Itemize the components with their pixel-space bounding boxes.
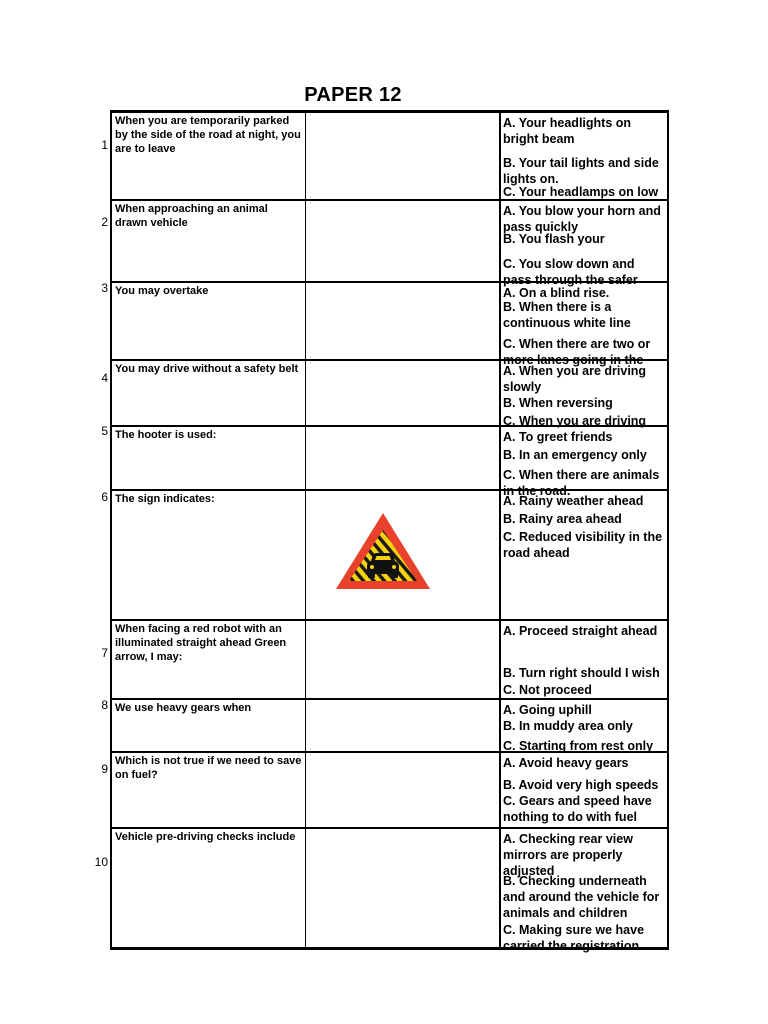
question-text: Which is not true if we need to save on fuel? — [115, 755, 302, 781]
table-row — [111, 360, 668, 426]
options-cell — [500, 360, 668, 426]
answer-option-a[interactable]: A. Rainy weather ahead — [503, 494, 644, 508]
question-text: When facing a red robot with an illuminated straight ahead Green arrow, I may: — [115, 623, 287, 663]
answer-option-b[interactable]: B. In an emergency only — [503, 448, 647, 462]
question-text: The sign indicates: — [115, 493, 215, 505]
question-cell — [111, 699, 306, 752]
answer-option-a[interactable]: A. Avoid heavy gears — [503, 756, 629, 770]
page-title — [0, 84, 768, 107]
table-row — [111, 282, 668, 360]
question-cell — [111, 828, 306, 949]
answer-option-a[interactable]: A. When you are driving slowly — [503, 364, 647, 394]
answer-option-b[interactable]: B. Avoid very high speeds — [503, 778, 659, 792]
answer-option-a[interactable]: A. Going uphill — [503, 703, 592, 717]
question-text: When approaching an animal drawn vehicle — [115, 203, 268, 229]
page-title-text: PAPER 12 — [304, 84, 402, 106]
question-text: You may drive without a safety belt — [115, 363, 299, 375]
question-cell — [111, 282, 306, 360]
answer-option-a[interactable]: A. On a blind rise. — [503, 286, 610, 300]
table-row — [111, 752, 668, 828]
image-cell — [306, 426, 501, 490]
answer-option-b[interactable]: B. Your tail lights and side lights on. — [503, 156, 659, 186]
options-cell — [500, 699, 668, 752]
question-cell — [111, 112, 306, 201]
options-cell — [500, 752, 668, 828]
answer-option-b[interactable]: B. When there is a continuous white line — [503, 300, 631, 330]
image-cell — [306, 200, 501, 282]
options-cell — [500, 200, 668, 287]
answer-option-c[interactable]: C. Reduced visibility in the road ahead — [503, 530, 663, 560]
answer-option-c[interactable]: C. Not proceed — [503, 683, 592, 697]
answer-option-b[interactable]: B. In muddy area only — [503, 719, 633, 733]
image-cell — [306, 752, 501, 828]
options-cell — [500, 112, 668, 201]
answer-option-b[interactable]: B. Rainy area ahead — [503, 512, 622, 526]
answer-option-b[interactable]: B. Checking underneath and around the vehicle for animals and children — [503, 874, 660, 920]
question-cell — [111, 360, 306, 426]
answer-option-c[interactable]: C. Making sure we have carried the registration — [503, 923, 645, 953]
question-cell — [111, 752, 306, 828]
image-cell — [306, 620, 501, 699]
answer-option-c[interactable]: C. When there are two or more lanes going in the — [503, 337, 651, 367]
question-text: The hooter is used: — [115, 429, 217, 441]
answer-option-a[interactable]: A. Checking rear view mirrors are properly adjusted — [503, 832, 633, 878]
image-cell — [306, 828, 501, 949]
question-cell — [111, 490, 306, 620]
question-text: Vehicle pre-driving checks include — [115, 831, 296, 843]
question-number: 9 — [101, 762, 108, 776]
options-cell — [500, 426, 668, 498]
answer-option-c[interactable]: C. Gears and speed have nothing to do with fuel — [503, 794, 652, 824]
table-row — [111, 200, 668, 282]
image-cell — [306, 112, 501, 201]
answer-option-b[interactable]: B. You flash your — [503, 232, 605, 246]
answer-option-b[interactable]: B. Turn right should I wish — [503, 666, 660, 680]
question-number: 10 — [94, 855, 108, 869]
question-number: 8 — [101, 698, 108, 712]
image-cell — [306, 699, 501, 752]
table-row — [111, 112, 668, 201]
options-cell — [500, 828, 668, 953]
question-cell — [111, 620, 306, 699]
answer-option-a[interactable]: A. Your headlights on bright beam — [503, 116, 632, 146]
table-row — [111, 699, 668, 752]
question-text: When you are temporarily parked by the side of the road at night, you are to leave — [115, 115, 301, 155]
answer-option-a[interactable]: A. To greet friends — [503, 430, 613, 444]
question-text: We use heavy gears when — [115, 702, 252, 714]
image-cell — [306, 282, 501, 360]
question-number: 3 — [101, 281, 108, 295]
answer-option-c[interactable]: C. When there are animals in the road. — [503, 468, 660, 498]
answer-option-b[interactable]: B. When reversing — [503, 396, 613, 410]
question-number: 5 — [101, 424, 108, 438]
options-cell — [500, 620, 668, 699]
answer-option-a[interactable]: A. You blow your horn and pass quickly — [503, 204, 661, 234]
question-number: 7 — [101, 646, 108, 660]
table-row — [111, 620, 668, 699]
question-number: 6 — [101, 490, 108, 504]
slippery-road-warning-sign-icon — [333, 510, 433, 592]
question-number: 4 — [101, 371, 108, 385]
question-number: 2 — [101, 215, 108, 229]
options-cell — [500, 282, 668, 367]
question-cell — [111, 200, 306, 282]
options-cell — [500, 490, 668, 620]
question-number: 1 — [101, 138, 108, 152]
table-row — [111, 828, 668, 949]
answer-option-a[interactable]: A. Proceed straight ahead — [503, 624, 658, 638]
question-text: You may overtake — [115, 285, 209, 297]
image-cell — [306, 360, 501, 426]
answer-option-c[interactable]: C. Your headlamps on low — [503, 185, 659, 199]
table-row — [111, 426, 668, 490]
question-cell — [111, 426, 306, 490]
answer-option-c[interactable]: C. When you are driving — [503, 414, 647, 428]
answer-option-c[interactable]: C. Starting from rest only — [503, 739, 654, 753]
answer-option-c[interactable]: C. You slow down and pass through the safer — [503, 257, 638, 287]
